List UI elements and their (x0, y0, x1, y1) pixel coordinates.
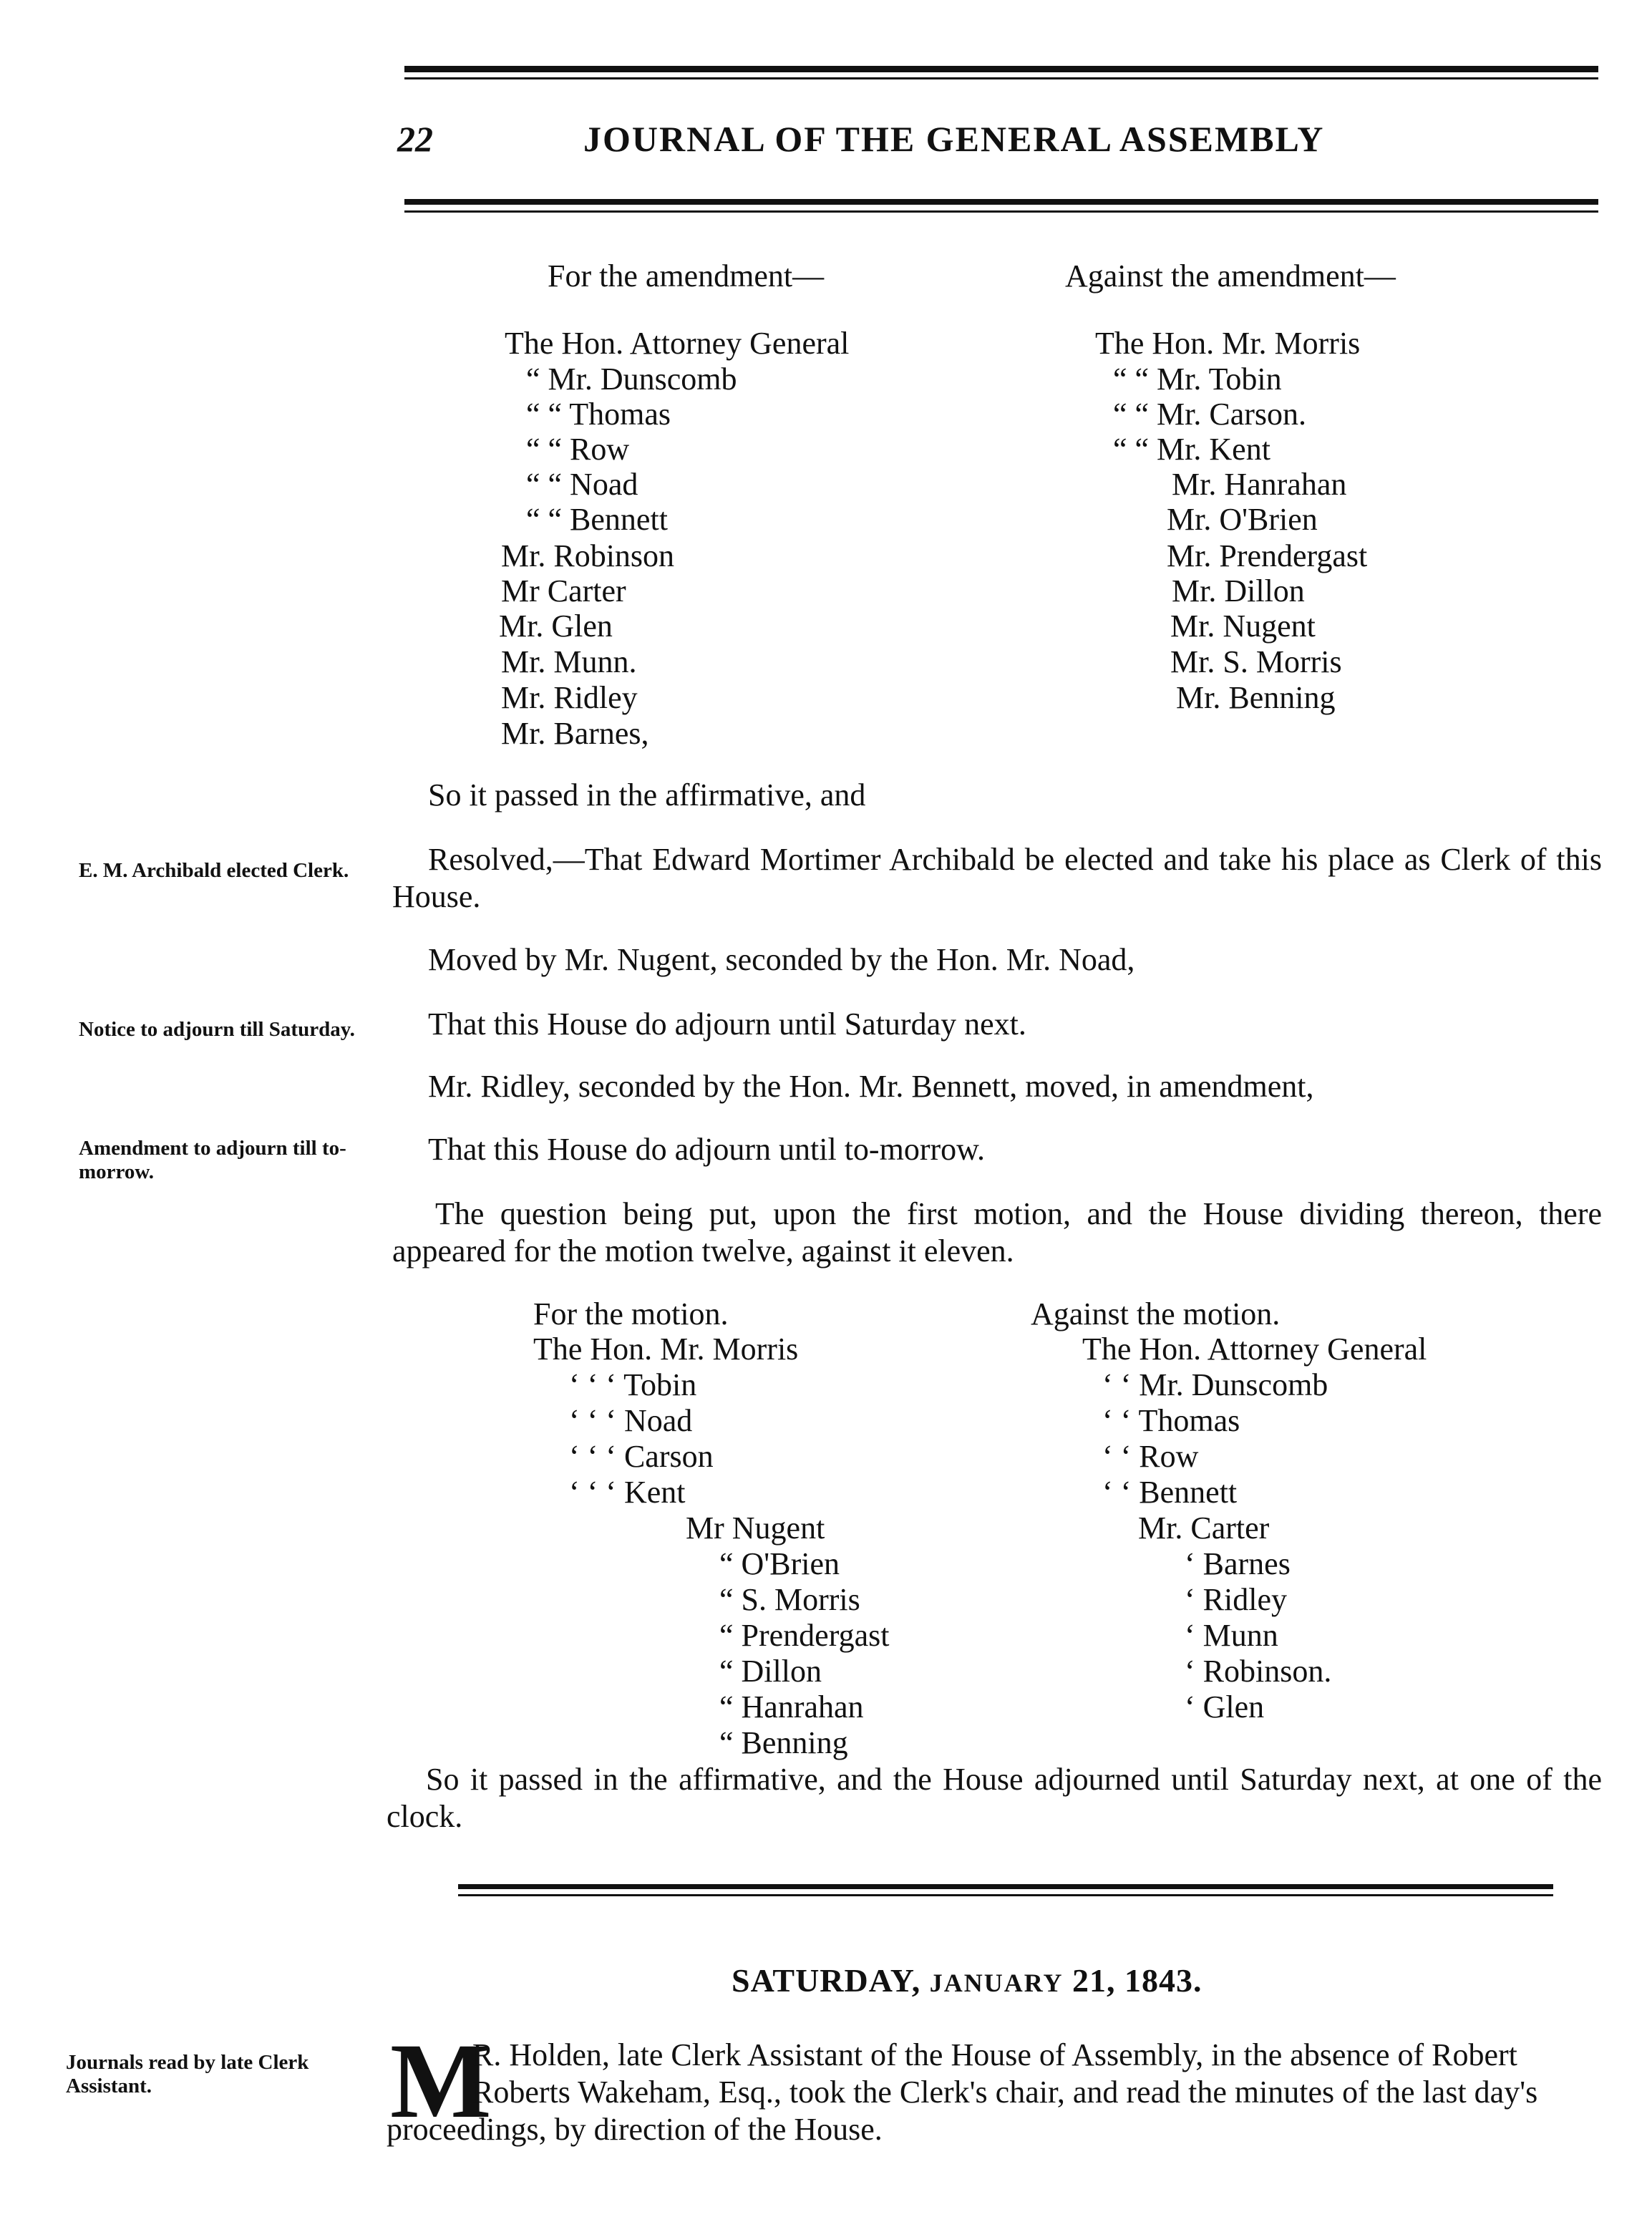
margin-note-journals-read: Journals read by late Clerk Assistant. (66, 2051, 309, 2097)
margin-note-notice-adjourn: Notice to adjourn till Saturday. (79, 1018, 355, 1041)
date-heading (732, 1961, 1202, 1999)
paragraph-holden-text: R. Holden, late Clerk Assistant of the House of Assembly, in the absence of Robert Roberts Wakeham, Esq., took the Clerk's chair, and read the minutes of the last day's proceedings, by direction of the House. (387, 2037, 1538, 2147)
paragraph-question-put: The question being put, upon the first motion, and the House dividing thereon, there appeared for the motion twelve, against it eleven. (392, 1196, 1602, 1268)
for-motion-heading: For the motion. (533, 1296, 729, 1331)
section-rule-thin (458, 1894, 1553, 1896)
list-item: ‘ ‘ ‘ Kent (569, 1475, 686, 1510)
page-number: 22 (397, 119, 433, 159)
list-item: The Hon. Attorney General (505, 326, 850, 361)
list-item: ‘ Barnes (1185, 1546, 1291, 1581)
dropcap-spacer (387, 2037, 472, 2108)
margin-note-archibald: E. M. Archibald elected Clerk. (79, 859, 349, 882)
list-item: “ “ Mr. Tobin (1113, 362, 1282, 397)
list-item: Mr. Barnes, (501, 716, 649, 751)
list-item: ‘ ‘ Thomas (1102, 1403, 1240, 1438)
list-item: ‘ ‘ ‘ Tobin (569, 1367, 697, 1402)
list-item: “ Prendergast (719, 1618, 890, 1653)
list-item: “ “ Mr. Kent (1113, 432, 1270, 467)
list-item: “ Mr. Dunscomb (526, 362, 737, 397)
list-item: Mr. Munn. (501, 644, 637, 679)
paragraph-resolved: Resolved,—That Edward Mortimer Archibald be elected and take his place as Clerk of this House. (392, 842, 1602, 914)
list-item: “ O'Brien (719, 1546, 840, 1581)
list-item: “ Benning (719, 1725, 848, 1760)
list-item: ‘ ‘ Mr. Dunscomb (1102, 1367, 1328, 1402)
list-item: “ “ Noad (526, 467, 638, 502)
list-item: “ Dillon (719, 1654, 822, 1689)
list-item: ‘ ‘ ‘ Noad (569, 1403, 693, 1438)
list-item: ‘ Glen (1185, 1689, 1265, 1724)
list-item: “ “ Thomas (526, 397, 671, 432)
list-item: Mr Nugent (686, 1510, 825, 1546)
list-item: “ Hanrahan (719, 1689, 864, 1724)
date-rest: 21, 1843. (1072, 1962, 1202, 1999)
list-item: Mr. Robinson (501, 538, 675, 573)
list-item: Mr. Ridley (501, 680, 638, 715)
for-amendment-heading: For the amendment— (548, 258, 825, 294)
paragraph-ridley-amendment: Mr. Ridley, seconded by the Hon. Mr. Bennett, moved, in amendment, (428, 1069, 1314, 1104)
header-top-rule-thin (404, 77, 1598, 79)
list-item: Mr. Dillon (1172, 573, 1305, 608)
margin-note-amendment: Amendment to adjourn till to-morrow. (79, 1137, 346, 1183)
list-item: ‘ Ridley (1185, 1582, 1287, 1617)
paragraph-moved: Moved by Mr. Nugent, seconded by the Hon. Mr. Noad, (428, 942, 1135, 977)
list-item: The Hon. Attorney General (1082, 1331, 1427, 1367)
list-item: “ S. Morris (719, 1582, 860, 1617)
paragraph-house-adjourned: So it passed in the affirmative, and the House adjourned until Saturday next, at one of the clock. (387, 1762, 1602, 1834)
list-item: Mr. S. Morris (1170, 644, 1342, 679)
list-item: Mr. Nugent (1170, 608, 1316, 644)
date-month: JANUARY (929, 1969, 1064, 1997)
drop-cap: M (390, 2022, 492, 2140)
list-item: Mr. O'Brien (1167, 502, 1318, 537)
list-item: ‘ ‘ ‘ Carson (569, 1439, 714, 1474)
list-item: Mr Carter (501, 573, 626, 608)
list-item: ‘ ‘ Bennett (1102, 1475, 1238, 1510)
list-item: ‘ ‘ Row (1102, 1439, 1199, 1474)
list-item: Mr. Hanrahan (1172, 467, 1347, 502)
list-item: “ “ Bennett (526, 502, 668, 537)
paragraph-holden (387, 2037, 1602, 2148)
list-item: Mr. Glen (499, 608, 613, 644)
paragraph-adjourn-tomorrow: That this House do adjourn until to-morrow. (428, 1132, 986, 1167)
paragraph-passed-affirmative: So it passed in the affirmative, and (428, 777, 866, 812)
list-item: ‘ Munn (1185, 1618, 1278, 1653)
list-item: Mr. Benning (1176, 680, 1336, 715)
list-item: The Hon. Mr. Morris (1095, 326, 1361, 361)
date-day: SATURDAY, (732, 1962, 921, 1999)
paragraph-adjourn-saturday: That this House do adjourn until Saturday next. (428, 1006, 1026, 1042)
against-amendment-heading: Against the amendment— (1065, 258, 1396, 294)
list-item: ‘ Robinson. (1185, 1654, 1332, 1689)
header-bottom-rule-thick (404, 199, 1598, 205)
list-item: Mr. Prendergast (1167, 538, 1368, 573)
list-item: “ “ Mr. Carson. (1113, 397, 1307, 432)
list-item: Mr. Carter (1138, 1510, 1270, 1546)
header-top-rule-thick (404, 66, 1598, 72)
list-item: The Hon. Mr. Morris (533, 1331, 799, 1367)
list-item: “ “ Row (526, 432, 630, 467)
running-title: JOURNAL OF THE GENERAL ASSEMBLY (583, 119, 1325, 159)
section-rule-thick (458, 1884, 1553, 1889)
against-motion-heading: Against the motion. (1031, 1296, 1281, 1331)
header-bottom-rule-thin (404, 210, 1598, 213)
